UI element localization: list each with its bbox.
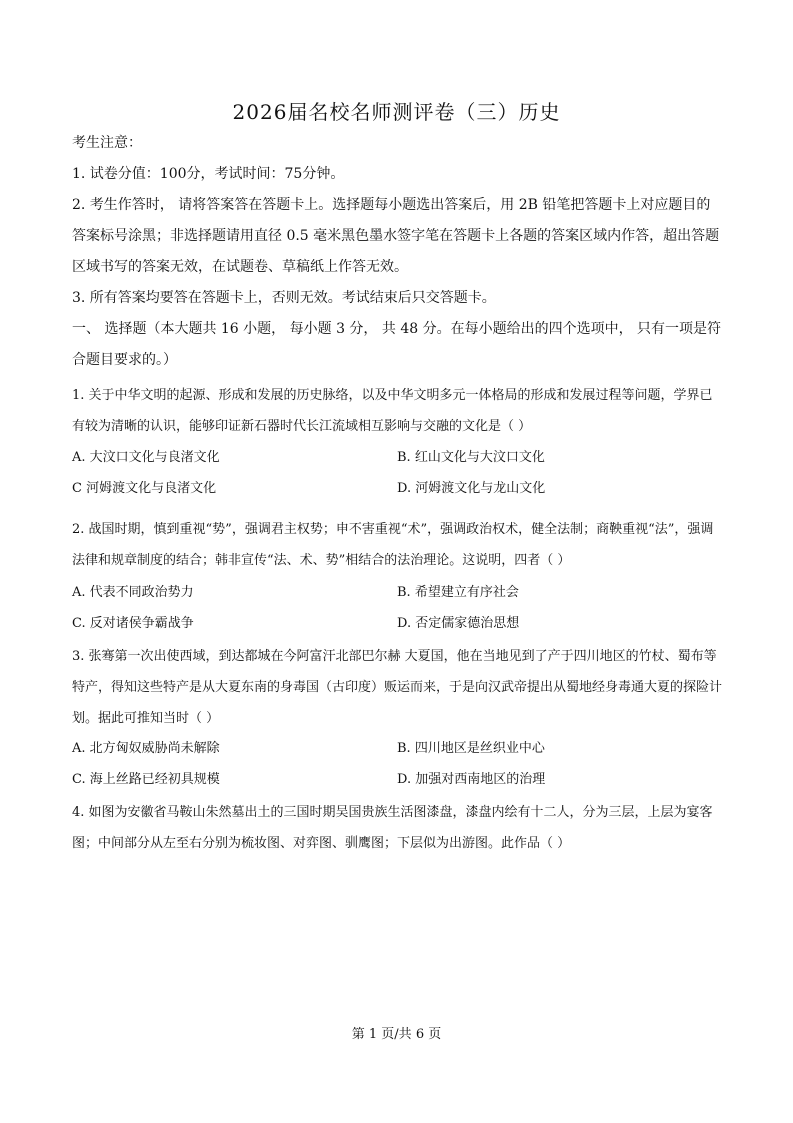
- question-stem: 3. 张骞第一次出使西域，到达都城在今阿富汗北部巴尔赫 大夏国，他在当地见到了产于四川地区的竹杖、蜀布等特产，得知这些特产是从大夏东南的身毒国（古印度）贩运而来，于是向汉武帝提出从蜀地经身毒通大夏的探险计划。据此可推知当时（ ）: [72, 649, 723, 726]
- notice-heading: 考生注意：: [72, 135, 142, 151]
- option-row: [72, 577, 722, 608]
- option-a[interactable]: A. 代表不同政治势力: [72, 585, 194, 600]
- option-row: [72, 473, 722, 504]
- section-heading: 一、 选择题（本大题共 16 小题， 每小题 3 分， 共 48 分。在每小题给出的四个选项中， 只有一项是符合题目要求的。）: [72, 321, 722, 368]
- question-stem: 1. 关于中华文明的起源、形成和发展的历史脉络，以及中华文明多元一体格局的形成和发展过程等问题，学界已有较为清晰的认识，能够印证新石器时代长江流域相互影响与交融的文化是（ ）: [72, 388, 713, 434]
- exam-title: 2026届名校名师测评卷（三）历史: [232, 100, 561, 124]
- notice-block: [72, 128, 722, 376]
- question-4: [72, 797, 722, 859]
- question-3: [72, 641, 722, 734]
- notice-item-2: 2. 考生作答时， 请将答案答在答题卡上。选择题每小题选出答案后，用 2B 铅笔把答题卡上对应题目的答案标号涂黑；非选择题请用直径 0.5 毫米黑色墨水签字笔在答题卡上各题的答案区域内作答，超出答题区域书写的答案无效，在试题卷、草稿纸上作答无效。: [72, 197, 720, 275]
- question-2: [72, 514, 722, 576]
- question-2-options: [72, 577, 722, 639]
- option-row: [72, 764, 722, 795]
- option-a[interactable]: A. 北方匈奴威胁尚未解除: [72, 741, 220, 756]
- question-1-options: [72, 442, 722, 504]
- notice-item-1: 1. 试卷分值：100分，考试时间：75分钟。: [72, 166, 345, 182]
- option-b[interactable]: B. 四川地区是丝织业中心: [397, 741, 545, 756]
- option-row: [72, 733, 722, 764]
- option-row: [72, 608, 722, 639]
- option-c[interactable]: C. 海上丝路已经初具规模: [72, 772, 220, 787]
- option-a[interactable]: A. 大汶口文化与良渚文化: [72, 450, 220, 465]
- question-3-options: [72, 733, 722, 795]
- question-stem: 4. 如图为安徽省马鞍山朱然墓出土的三国时期吴国贵族生活图漆盘，漆盘内绘有十二人，分为三层，上层为宴客图；中间部分从左至右分别为梳妆图、对弈图、驯鹰图；下层似为出游图。此作品（ ）: [72, 805, 713, 851]
- option-row: [72, 442, 722, 473]
- option-d[interactable]: D. 加强对西南地区的治理: [397, 772, 546, 787]
- option-c[interactable]: C. 反对诸侯争霸战争: [72, 616, 194, 631]
- option-b[interactable]: B. 红山文化与大汶口文化: [397, 450, 545, 465]
- question-stem: 2. 战国时期，慎到重视“势”，强调君主权势；申不害重视“术”，强调政治权术，健全法制；商鞅重视“法”，强调法律和规章制度的结合；韩非宣传“法、术、势”相结合的法治理论。这说明，四者（ ）: [72, 522, 714, 568]
- option-c[interactable]: C 河姆渡文化与良渚文化: [72, 481, 217, 496]
- question-1: [72, 380, 722, 442]
- option-d[interactable]: D. 河姆渡文化与龙山文化: [397, 481, 546, 496]
- page-footer: 第 1 页/共 6 页: [351, 1027, 442, 1042]
- option-d[interactable]: D. 否定儒家德治思想: [397, 616, 520, 631]
- option-b[interactable]: B. 希望建立有序社会: [397, 585, 519, 600]
- notice-item-3: 3. 所有答案均要答在答题卡上，否则无效。考试结束后只交答题卡。: [72, 290, 496, 306]
